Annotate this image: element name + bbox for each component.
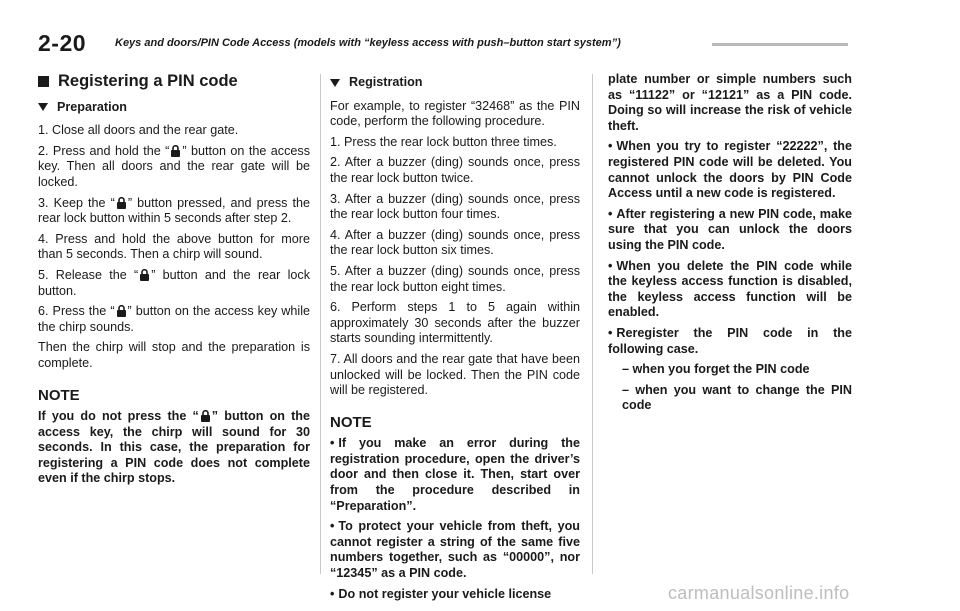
- note-bullet: • When you try to register “22222”, the registered PIN code will be deleted. You cannot unlock the doors by PIN Code Access until a new code is registered.: [608, 139, 852, 201]
- lock-icon: [200, 410, 211, 422]
- reg-step: 5. After a buzzer (ding) sounds once, press the rear lock button eight times.: [330, 263, 580, 294]
- reg-step: 3. After a buzzer (ding) sounds once, press the rear lock button four times.: [330, 191, 580, 222]
- running-title: Keys and doors/PIN Code Access (models with “keyless access with push–button start system”): [115, 37, 621, 49]
- preparation-heading: Preparation: [38, 100, 310, 116]
- reg-step: 7. All doors and the rear gate that have been unlocked will be locked. Then the PIN code will be registered.: [330, 351, 580, 398]
- prep-step: 6. Press the “ ” button on the access key while the chirp sounds.: [38, 304, 310, 334]
- case-item: – when you want to change the PIN code: [622, 382, 852, 413]
- column-1: [38, 72, 310, 492]
- reg-step: 2. After a buzzer (ding) sounds once, press the rear lock button twice.: [330, 155, 580, 185]
- lock-icon: [139, 269, 150, 281]
- triangle-bullet-icon: [330, 79, 340, 87]
- section-title-text: Registering a PIN code: [58, 72, 238, 90]
- reg-step: 4. After a buzzer (ding) sounds once, press the rear lock button six times.: [330, 227, 580, 258]
- lock-icon: [170, 145, 181, 157]
- note-bullet: • When you delete the PIN code while the keyless access function is disabled, the keyless access function will be enabled.: [608, 259, 852, 321]
- watermark-logo: carmanualsonline.info: [668, 583, 850, 603]
- prep-step: 1. Close all doors and the rear gate.: [38, 123, 239, 138]
- prep-step: 5. Release the “ ” button and the rear lock button.: [38, 267, 310, 298]
- header-rule: [712, 43, 848, 46]
- column-3: [608, 72, 852, 419]
- page-number: 2-20: [38, 30, 87, 56]
- reg-step: 6. Perform steps 1 to 5 again within approximately 30 seconds after the buzzer starts sounding intermittently.: [330, 300, 580, 346]
- note-bullet: • Reregister the PIN code in the following case.: [608, 326, 852, 357]
- reg-step: 1. Press the rear lock button three times.: [330, 134, 557, 149]
- prep-step: 2. Press and hold the “ ” button on the access key. Then all doors and the rear gate will be locked.: [38, 143, 310, 189]
- note-heading: NOTE: [330, 413, 372, 431]
- note-heading: NOTE: [38, 386, 80, 404]
- note-bullet-continued: plate number or simple numbers such as “11122” or “12121” as a PIN code. Doing so will increase the risk of vehicle theft.: [608, 72, 852, 133]
- note-bullet: • If you make an error during the registration procedure, open the driver’s door and then close it. Then, start over from the procedure described in “Preparation”.: [330, 436, 580, 514]
- case-item: – when you forget the PIN code: [622, 362, 810, 377]
- prep-step: 3. Keep the “ ” button pressed, and press the rear lock button within 5 seconds after step 2.: [38, 195, 310, 226]
- column-2: [330, 72, 580, 607]
- triangle-bullet-icon: [38, 103, 48, 111]
- note-text: If you do not press the “ ” button on the access key, the chirp will sound for 30 seconds. In this case, the preparation for registering a PIN code does not complete even if the chirp stops.: [38, 409, 310, 486]
- note-bullet: • To protect your vehicle from theft, you cannot register a string of the same five numbers together, such as “00000”, nor “12345” as a PIN code.: [330, 519, 580, 581]
- registration-intro: For example, to register “32468” as the PIN code, perform the following procedure.: [330, 98, 580, 129]
- prep-step: 4. Press and hold the above button for more than 5 seconds. Then a chirp will sound.: [38, 231, 310, 262]
- prep-closing: Then the chirp will stop and the preparation is complete.: [38, 340, 310, 370]
- column-divider: [320, 74, 321, 574]
- lock-icon: [116, 197, 127, 209]
- lock-icon: [116, 305, 127, 317]
- registration-heading: Registration: [330, 75, 580, 91]
- section-title: [38, 74, 310, 90]
- page-header: [38, 30, 848, 58]
- square-bullet-icon: [38, 76, 49, 87]
- note-bullet: • Do not register your vehicle license: [330, 587, 580, 603]
- column-divider: [592, 74, 593, 574]
- note-bullet: • After registering a new PIN code, make sure that you can unlock the doors using the PIN code.: [608, 207, 852, 254]
